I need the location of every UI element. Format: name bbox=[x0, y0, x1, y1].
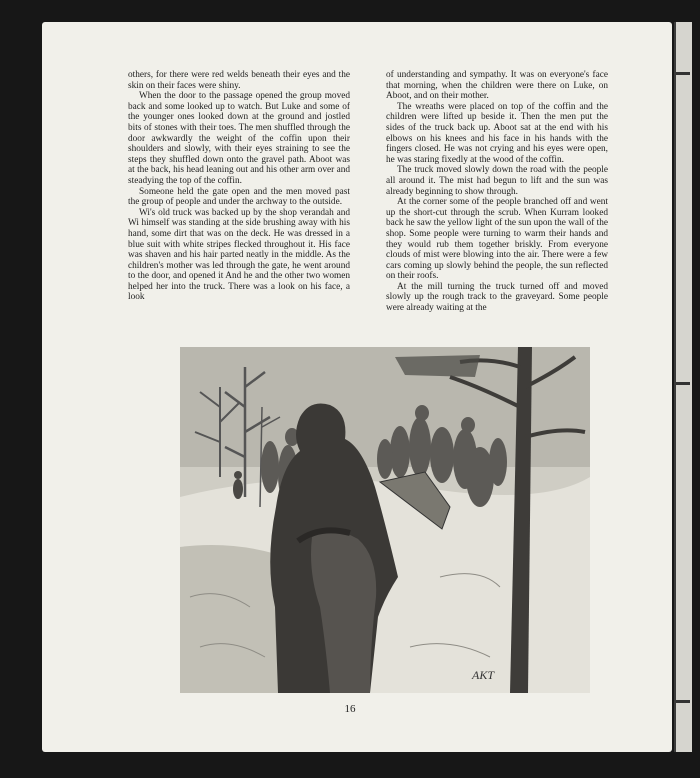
paragraph: When the door to the passage opened the group moved back and some looked up to watch. But Luke and some of the younger ones looked down at the ground and jostled bits of stones with their toes. The men shuffled through the door awkwardly the weight of the coffin upon their shoulders and slowly, with their eyes straining to see the steps they shuffled down onto the gravel path. Aboot was at the back, his head leaning out and his other arm over and steadying the top of the coffin. bbox=[128, 91, 350, 186]
paragraph: Someone held the gate open and the men moved past the group of people and under the archway to the outside. bbox=[128, 186, 350, 208]
artist-signature: AKT bbox=[472, 668, 495, 682]
paragraph: At the corner some of the people branched off and went up the short-cut through the scrub. When Kurram looked back he saw the yellow light of the sun upon the wall of the shop. Some people were turning to warm their hands and they would rub them together briskly. From everyone clouds of mist were blowing into the air. There were a few cars coming up slowly behind the people, the sun reflected on their roofs. bbox=[386, 197, 608, 282]
paragraph: The wreaths were placed on top of the coffin and the children were lifted up beside it. Then the men put the sides of the truck back up. Aboot sat at the end with his elbows on his knees and his face in his hands with the fingers closed. He was not crying and his eyes were open, he was staring fixedly at the wood of the coffin. bbox=[386, 101, 608, 165]
paragraph: Wi's old truck was backed up by the shop verandah and Wi himself was standing at the side brushing away with his hand, some dirt that was on the deck. He was dressed in a blue suit with white stripes flecked throughout it. His face was shaven and his hair parted neatly in the middle. As the children's mother was led through the gate, he went around to the door, and opened it And he and the other two women helped her into the truck. There was a look on his face, a look bbox=[128, 207, 350, 303]
paragraph: The truck moved slowly down the road with the people all around it. The mist had begun to lift and the sun was already beginning to show through. bbox=[386, 165, 608, 197]
binding-mark bbox=[676, 72, 690, 75]
funeral-procession-illustration bbox=[180, 347, 590, 693]
page-binding-edge bbox=[674, 22, 692, 752]
paragraph: of understanding and sympathy. It was on everyone's face that morning, when the children were there on Luke, on Aboot, and on their mother. bbox=[386, 70, 608, 102]
binding-mark bbox=[676, 382, 690, 385]
page-number: 16 bbox=[344, 703, 356, 715]
small-child-figure bbox=[233, 471, 243, 499]
paragraph: At the mill turning the truck turned off and moved slowly up the rough track to the graveyard. Some people were already waiting at the bbox=[386, 281, 608, 314]
text-column-right bbox=[386, 70, 608, 314]
paragraph: others, for there were red welds beneath their eyes and the skin on their faces were shiny. bbox=[128, 70, 350, 91]
text-column-left bbox=[128, 70, 350, 303]
